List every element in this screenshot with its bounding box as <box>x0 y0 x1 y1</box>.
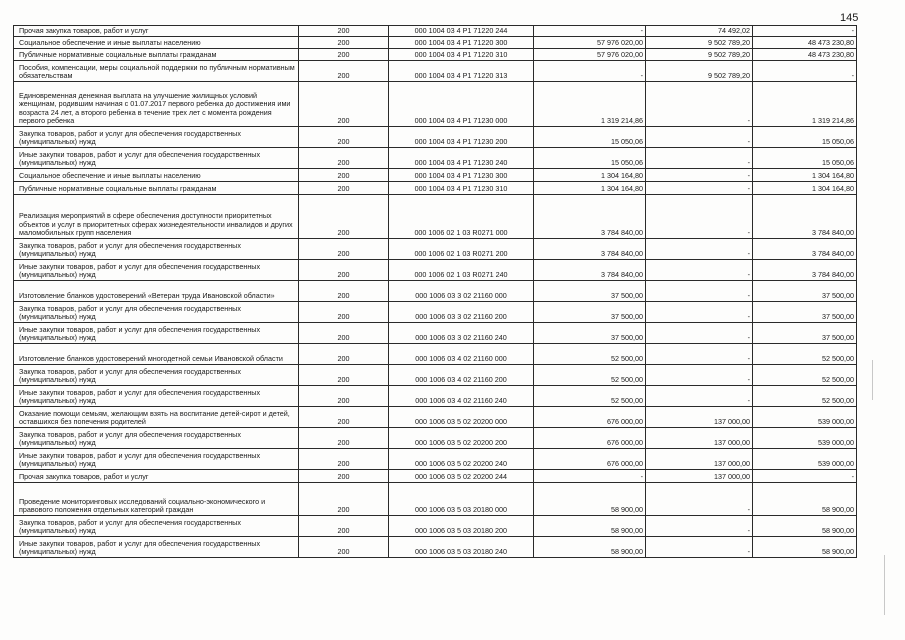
row-unexecuted: 1 304 164,80 <box>753 182 857 195</box>
row-executed: - <box>646 302 753 323</box>
row-unexecuted: 1 319 214,86 <box>753 82 857 127</box>
row-kbk: 000 1006 03 3 02 21160 000 <box>389 281 534 302</box>
row-approved: 15 050,06 <box>534 127 646 148</box>
row-kbk: 000 1006 03 5 02 20200 200 <box>389 428 534 449</box>
table-row <box>14 449 857 470</box>
table-row <box>14 407 857 428</box>
table-row <box>14 239 857 260</box>
row-kbk: 000 1004 03 4 P1 71230 240 <box>389 148 534 169</box>
row-executed: - <box>646 386 753 407</box>
row-kbk: 000 1006 03 4 02 21160 000 <box>389 344 534 365</box>
row-code: 200 <box>299 82 389 127</box>
row-name: Иные закупки товаров, работ и услуг для обеспечения государственных (муниципальных) нужд <box>14 449 299 470</box>
row-kbk: 000 1006 03 5 03 20180 000 <box>389 483 534 516</box>
table-row <box>14 365 857 386</box>
row-name: Проведение мониторинговых исследований социально-экономического и правового положения отдельных категорий граждан <box>14 483 299 516</box>
row-code: 200 <box>299 516 389 537</box>
row-executed: 74 492,02 <box>646 26 753 37</box>
row-executed: 137 000,00 <box>646 449 753 470</box>
row-kbk: 000 1006 02 1 03 R0271 200 <box>389 239 534 260</box>
row-kbk: 000 1006 02 1 03 R0271 240 <box>389 260 534 281</box>
row-code: 200 <box>299 470 389 483</box>
row-unexecuted: 52 500,00 <box>753 344 857 365</box>
row-code: 200 <box>299 127 389 148</box>
table-row <box>14 26 857 37</box>
row-executed: 9 502 789,20 <box>646 49 753 61</box>
row-unexecuted: 37 500,00 <box>753 323 857 344</box>
row-executed: - <box>646 239 753 260</box>
row-approved: 37 500,00 <box>534 323 646 344</box>
row-code: 200 <box>299 281 389 302</box>
row-name: Закупка товаров, работ и услуг для обеспечения государственных (муниципальных) нужд <box>14 516 299 537</box>
row-executed: - <box>646 365 753 386</box>
scan-artifact-line <box>872 360 873 400</box>
row-approved: 1 304 164,80 <box>534 169 646 182</box>
row-name: Закупка товаров, работ и услуг для обеспечения государственных (муниципальных) нужд <box>14 428 299 449</box>
row-approved: 3 784 840,00 <box>534 260 646 281</box>
row-executed: - <box>646 169 753 182</box>
row-name: Публичные нормативные социальные выплаты гражданам <box>14 49 299 61</box>
row-unexecuted: 58 900,00 <box>753 483 857 516</box>
table-row <box>14 344 857 365</box>
row-code: 200 <box>299 49 389 61</box>
row-unexecuted: 539 000,00 <box>753 449 857 470</box>
table-row <box>14 169 857 182</box>
row-unexecuted: 15 050,06 <box>753 127 857 148</box>
row-unexecuted: 1 304 164,80 <box>753 169 857 182</box>
row-code: 200 <box>299 195 389 239</box>
row-name: Прочая закупка товаров, работ и услуг <box>14 470 299 483</box>
row-code: 200 <box>299 37 389 49</box>
row-code: 200 <box>299 386 389 407</box>
table-row <box>14 61 857 82</box>
row-kbk: 000 1006 03 3 02 21160 240 <box>389 323 534 344</box>
row-name: Изготовление бланков удостоверений «Ветеран труда Ивановской области» <box>14 281 299 302</box>
row-approved: 3 784 840,00 <box>534 239 646 260</box>
row-code: 200 <box>299 323 389 344</box>
row-kbk: 000 1006 03 5 03 20180 240 <box>389 537 534 558</box>
row-name: Иные закупки товаров, работ и услуг для обеспечения государственных (муниципальных) нужд <box>14 148 299 169</box>
table-row <box>14 516 857 537</box>
row-kbk: 000 1006 02 1 03 R0271 000 <box>389 195 534 239</box>
table-row <box>14 302 857 323</box>
row-executed: - <box>646 281 753 302</box>
row-name: Закупка товаров, работ и услуг для обеспечения государственных (муниципальных) нужд <box>14 302 299 323</box>
row-kbk: 000 1004 03 4 P1 71220 310 <box>389 49 534 61</box>
row-unexecuted: 3 784 840,00 <box>753 195 857 239</box>
row-unexecuted: 58 900,00 <box>753 537 857 558</box>
row-executed: 137 000,00 <box>646 428 753 449</box>
row-approved: 58 900,00 <box>534 516 646 537</box>
row-executed: - <box>646 323 753 344</box>
table-row <box>14 281 857 302</box>
row-approved: 58 900,00 <box>534 483 646 516</box>
row-code: 200 <box>299 302 389 323</box>
row-kbk: 000 1006 03 4 02 21160 240 <box>389 386 534 407</box>
page-number: 145 <box>840 12 859 24</box>
row-unexecuted: - <box>753 61 857 82</box>
row-approved: 57 976 020,00 <box>534 49 646 61</box>
row-kbk: 000 1006 03 5 03 20180 200 <box>389 516 534 537</box>
row-approved: - <box>534 470 646 483</box>
row-executed: 9 502 789,20 <box>646 61 753 82</box>
table-row <box>14 470 857 483</box>
scan-artifact-line <box>884 555 885 615</box>
row-unexecuted: 539 000,00 <box>753 428 857 449</box>
table-body <box>14 26 857 558</box>
row-kbk: 000 1004 03 4 P1 71220 244 <box>389 26 534 37</box>
row-code: 200 <box>299 239 389 260</box>
row-approved: 58 900,00 <box>534 537 646 558</box>
row-code: 200 <box>299 344 389 365</box>
row-approved: - <box>534 26 646 37</box>
table-row <box>14 537 857 558</box>
row-executed: - <box>646 195 753 239</box>
row-name: Иные закупки товаров, работ и услуг для обеспечения государственных (муниципальных) нужд <box>14 260 299 281</box>
row-name: Пособия, компенсации, меры социальной поддержки по публичным нормативным обязательствам <box>14 61 299 82</box>
row-approved: 676 000,00 <box>534 449 646 470</box>
table-row <box>14 483 857 516</box>
row-unexecuted: 48 473 230,80 <box>753 37 857 49</box>
row-unexecuted: 539 000,00 <box>753 407 857 428</box>
table-row <box>14 37 857 49</box>
row-code: 200 <box>299 428 389 449</box>
table-row <box>14 323 857 344</box>
row-kbk: 000 1004 03 4 P1 71220 313 <box>389 61 534 82</box>
row-name: Изготовление бланков удостоверений многодетной семьи Ивановской области <box>14 344 299 365</box>
row-name: Единовременная денежная выплата на улучшение жилищных условий женщинам, родившим начиная с 01.07.2017 первого ребенка до достижения ими возраста 24 лет, а второго ребенка в течение трех лет с момента рождения первого ребенка <box>14 82 299 127</box>
row-kbk: 000 1004 03 4 P1 71220 300 <box>389 37 534 49</box>
table-row <box>14 148 857 169</box>
budget-execution-table <box>13 25 857 558</box>
row-code: 200 <box>299 449 389 470</box>
row-executed: 9 502 789,20 <box>646 37 753 49</box>
row-name: Иные закупки товаров, работ и услуг для обеспечения государственных (муниципальных) нужд <box>14 386 299 407</box>
row-name: Иные закупки товаров, работ и услуг для обеспечения государственных (муниципальных) нужд <box>14 537 299 558</box>
table-row <box>14 260 857 281</box>
row-kbk: 000 1006 03 5 02 20200 000 <box>389 407 534 428</box>
row-executed: - <box>646 182 753 195</box>
row-unexecuted: 52 500,00 <box>753 386 857 407</box>
table-row <box>14 182 857 195</box>
row-kbk: 000 1006 03 5 02 20200 240 <box>389 449 534 470</box>
row-unexecuted: 37 500,00 <box>753 281 857 302</box>
row-approved: 1 304 164,80 <box>534 182 646 195</box>
row-code: 200 <box>299 365 389 386</box>
row-code: 200 <box>299 148 389 169</box>
row-code: 200 <box>299 407 389 428</box>
row-executed: - <box>646 483 753 516</box>
table-row <box>14 428 857 449</box>
row-approved: 57 976 020,00 <box>534 37 646 49</box>
row-code: 200 <box>299 483 389 516</box>
row-approved: 52 500,00 <box>534 386 646 407</box>
row-unexecuted: 48 473 230,80 <box>753 49 857 61</box>
row-name: Закупка товаров, работ и услуг для обеспечения государственных (муниципальных) нужд <box>14 127 299 148</box>
row-approved: 676 000,00 <box>534 407 646 428</box>
row-code: 200 <box>299 26 389 37</box>
table-row <box>14 127 857 148</box>
row-approved: 52 500,00 <box>534 344 646 365</box>
row-approved: 37 500,00 <box>534 281 646 302</box>
row-name: Закупка товаров, работ и услуг для обеспечения государственных (муниципальных) нужд <box>14 239 299 260</box>
row-approved: 15 050,06 <box>534 148 646 169</box>
row-code: 200 <box>299 260 389 281</box>
row-code: 200 <box>299 537 389 558</box>
row-unexecuted: 58 900,00 <box>753 516 857 537</box>
row-name: Иные закупки товаров, работ и услуг для обеспечения государственных (муниципальных) нужд <box>14 323 299 344</box>
row-approved: 676 000,00 <box>534 428 646 449</box>
row-code: 200 <box>299 61 389 82</box>
row-unexecuted: - <box>753 26 857 37</box>
row-kbk: 000 1004 03 4 P1 71230 310 <box>389 182 534 195</box>
row-name: Оказание помощи семьям, желающим взять на воспитание детей-сирот и детей, оставшихся без попечения родителей <box>14 407 299 428</box>
row-name: Публичные нормативные социальные выплаты гражданам <box>14 182 299 195</box>
row-kbk: 000 1004 03 4 P1 71230 000 <box>389 82 534 127</box>
row-executed: - <box>646 260 753 281</box>
table-row <box>14 49 857 61</box>
row-unexecuted: 3 784 840,00 <box>753 260 857 281</box>
row-unexecuted: 52 500,00 <box>753 365 857 386</box>
row-approved: 37 500,00 <box>534 302 646 323</box>
table-row <box>14 195 857 239</box>
row-code: 200 <box>299 182 389 195</box>
row-executed: - <box>646 344 753 365</box>
row-kbk: 000 1004 03 4 P1 71230 300 <box>389 169 534 182</box>
row-approved: 1 319 214,86 <box>534 82 646 127</box>
row-name: Социальное обеспечение и иные выплаты населению <box>14 169 299 182</box>
row-kbk: 000 1006 03 3 02 21160 200 <box>389 302 534 323</box>
row-kbk: 000 1004 03 4 P1 71230 200 <box>389 127 534 148</box>
row-kbk: 000 1006 03 5 02 20200 244 <box>389 470 534 483</box>
row-executed: - <box>646 537 753 558</box>
row-executed: - <box>646 516 753 537</box>
row-approved: 3 784 840,00 <box>534 195 646 239</box>
row-unexecuted: 15 050,06 <box>753 148 857 169</box>
row-name: Реализация мероприятий в сфере обеспечения доступности приоритетных объектов и услуг в приоритетных сферах жизнедеятельности инвалидов и других маломобильных групп населения <box>14 195 299 239</box>
row-unexecuted: - <box>753 470 857 483</box>
row-kbk: 000 1006 03 4 02 21160 200 <box>389 365 534 386</box>
table-row <box>14 386 857 407</box>
row-approved: - <box>534 61 646 82</box>
row-name: Закупка товаров, работ и услуг для обеспечения государственных (муниципальных) нужд <box>14 365 299 386</box>
row-name: Прочая закупка товаров, работ и услуг <box>14 26 299 37</box>
row-executed: - <box>646 127 753 148</box>
row-unexecuted: 37 500,00 <box>753 302 857 323</box>
row-unexecuted: 3 784 840,00 <box>753 239 857 260</box>
row-executed: 137 000,00 <box>646 470 753 483</box>
row-executed: 137 000,00 <box>646 407 753 428</box>
row-approved: 52 500,00 <box>534 365 646 386</box>
row-code: 200 <box>299 169 389 182</box>
row-executed: - <box>646 82 753 127</box>
row-name: Социальное обеспечение и иные выплаты населению <box>14 37 299 49</box>
row-executed: - <box>646 148 753 169</box>
table-row <box>14 82 857 127</box>
